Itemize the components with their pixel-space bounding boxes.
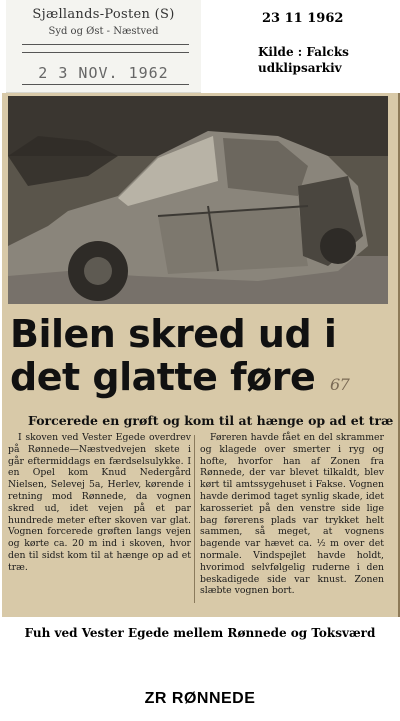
label-divider	[22, 84, 189, 85]
archive-date: 23 11 1962	[262, 11, 344, 26]
headline-text: Bilen skred ud i det glatte føre	[10, 312, 337, 399]
stamp-date: 2 3 NOV. 1962	[38, 64, 169, 82]
newspaper-name: Sjællands-Posten (S)	[32, 7, 175, 22]
crashed-car-photo	[8, 96, 388, 304]
subheadline: Forcerede en grøft og kom til at hænge op ad et træ	[28, 413, 394, 428]
archive-source: Kilde : Falcks udklipsarkiv	[258, 45, 349, 75]
article-paragraph: Føreren havde fået en del skrammer og klagede over smerter i ryg og hofte, hvorfor han af Zonen fra Rønnede, der var blevet tilkaldt, blev kørt til amtssygehuset i Fakse. Vognen havde derimod taget synlig skade, idet karosseriet på den venstre side lige bag førerens plads var trykket helt sammen, så meget, at vognens bagende var hævet ca. ½ m over det normale. Vindspejlet havde holdt, hvorimod selvfølgelig ruderne i den beskadigede side var knust. Zonen slæbte vognen bort.	[200, 432, 384, 597]
handwritten-note: 67	[329, 375, 350, 394]
caption: Fuh ved Vester Egede mellem Rønnede og Toksværd	[24, 626, 376, 640]
label-divider	[22, 52, 189, 53]
article-column-right	[200, 432, 384, 597]
article-column-left	[8, 432, 191, 574]
newspaper-region: Syd og Øst - Næstved	[48, 26, 159, 37]
column-divider	[194, 435, 195, 603]
newspaper-label	[6, 0, 201, 93]
article-paragraph: I skoven ved Vester Egede overdrev på Rønnede—Næstvedvejen skete i går eftermiddags en færdselsulykke. I en Opel kom Knud Nedergård Nielsen, Selevej 5a, Herlev, kørende i retning mod Rønnede, da vognen skred ud, idet vejen på et par hundrede meter efter skoven var glat. Vognen forcerede grøften langs vejen og kørte ca. 20 m ind i skoven, hvor den til sidst kom til at hænge op ad et træ.	[8, 432, 191, 573]
footer-station: ZR RØNNEDE	[144, 690, 256, 707]
headline	[10, 313, 390, 406]
label-divider	[22, 44, 189, 45]
newspaper-clipping	[2, 93, 400, 617]
archive-note	[204, 0, 400, 92]
